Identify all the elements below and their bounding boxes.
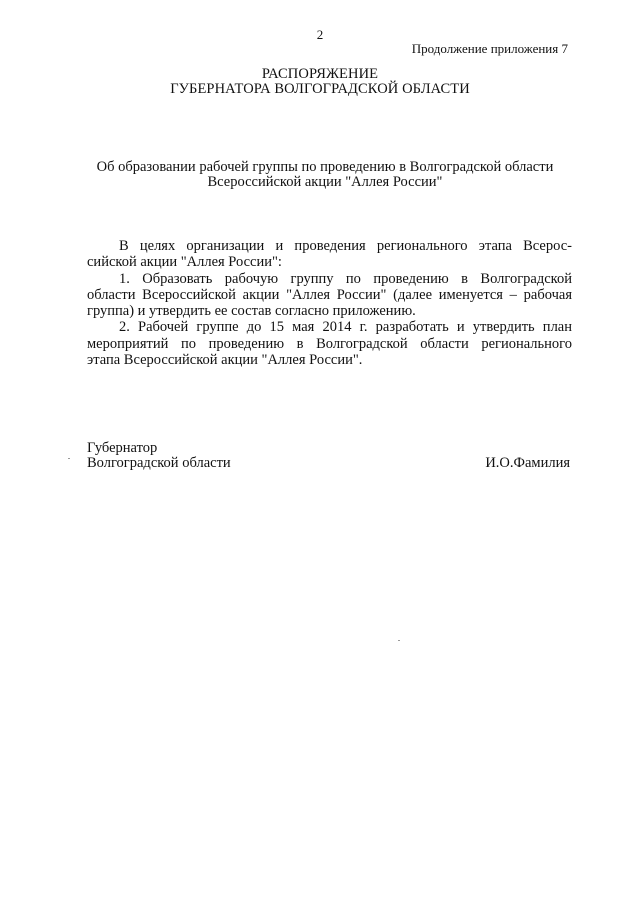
scan-speck [68,458,70,459]
subject-line-1: Об образовании рабочей группы по проведению в Волгоградской области [96,159,554,175]
signer-position-line-1: Губернатор [87,440,158,456]
document-subject [80,160,570,190]
paragraph-1-line-2: сийской акции "Аллея России": [87,254,282,271]
subject-line-2: Всероссийской акции "Аллея России" [207,174,443,190]
paragraph-2-line-1: 1. Образовать рабочую группу по проведению в Волгоградской [119,270,572,287]
paragraph-2-line-2: области Всероссийской акции "Аллея России" (далее именуется – рабочая [87,286,572,303]
signer-position-line-2: Волгоградской области [87,455,231,471]
document-issuer-heading: ГУБЕРНАТОРА ВОЛГОГРАДСКОЙ ОБЛАСТИ [170,81,470,97]
paragraph-1-line-1: В целях организации и проведения регионального этапа Всерос- [119,238,572,254]
document-body [87,238,572,368]
paragraph-2-line-3: группа) и утвердить ее состав согласно приложению. [87,303,416,320]
signer-name: И.О.Фамилия [485,455,570,471]
signer-position [87,441,231,471]
paragraph-3-line-2: мероприятий по проведению в Волгоградской области регионального [87,335,572,352]
appendix-note: Продолжение приложения 7 [411,41,568,56]
page-number: 2 [316,27,324,42]
paragraph-3-line-1: 2. Рабочей группе до 15 мая 2014 г. разработать и утвердить план [119,319,572,336]
document-type-heading: РАСПОРЯЖЕНИЕ [261,66,379,82]
scan-speck [398,640,400,641]
paragraph-3-line-3: этапа Всероссийской акции "Аллея России". [87,352,363,369]
